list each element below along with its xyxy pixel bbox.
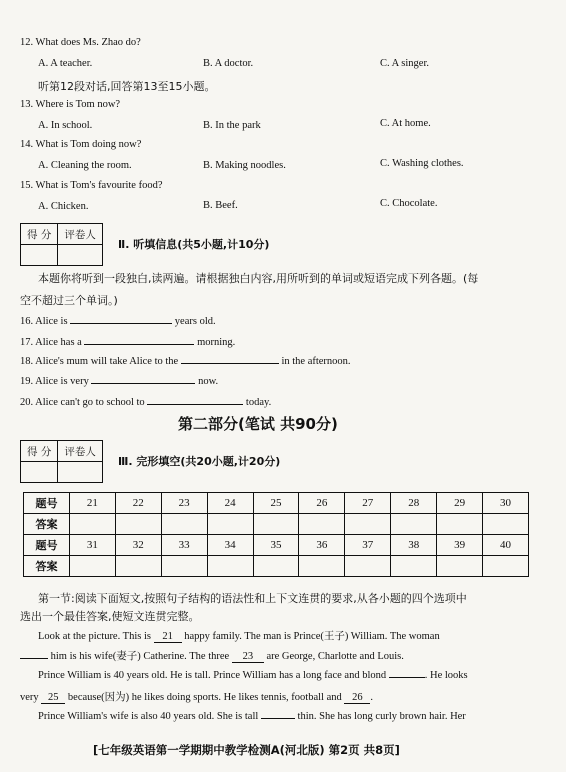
question-13: 13. Where is Tom now? (20, 99, 121, 110)
option-14-c: C. Washing clothes. (380, 158, 464, 169)
answer-cell[interactable] (345, 514, 391, 535)
answer-cell[interactable] (69, 556, 115, 577)
option-13-c: C. At home. (380, 118, 431, 129)
score-label: 得 分 (21, 441, 58, 462)
answer-cell[interactable] (483, 556, 529, 577)
number-cell: 31 (69, 535, 115, 556)
number-cell: 30 (483, 493, 529, 514)
section-3-title: Ⅲ. 完形填空(共20小题,计20分) (118, 455, 281, 468)
cloze-line-3: Prince William is 40 years old. He is tall. Prince William has a long face and blond . He looks (38, 670, 468, 681)
page-footer: [七年级英语第一学期期中教学检测A(河北版) 第2页 共8页] (93, 743, 400, 757)
grader-label: 评卷人 (58, 441, 103, 462)
blank-21[interactable]: 21 (154, 631, 182, 643)
number-cell: 40 (483, 535, 529, 556)
fill-question-18: 18. Alice's mum will take Alice to the in the afternoon. (20, 356, 351, 367)
answer-cell[interactable] (115, 556, 161, 577)
question-12: 12. What does Ms. Zhao do? (20, 37, 141, 48)
answer-row-2 (24, 556, 529, 577)
grader-cell[interactable] (58, 245, 103, 266)
answer-cell[interactable] (253, 514, 299, 535)
number-cell: 28 (391, 493, 437, 514)
number-cell: 22 (115, 493, 161, 514)
blank-19[interactable] (91, 374, 195, 384)
answer-cell[interactable] (253, 556, 299, 577)
row-label-number: 题号 (24, 535, 70, 556)
fill-question-19: 19. Alice is very now. (20, 376, 219, 387)
fill-question-20: 20. Alice can't go to school to today. (20, 397, 272, 408)
blank-20[interactable] (147, 395, 243, 405)
blank-16[interactable] (70, 314, 172, 324)
answer-cell[interactable] (161, 514, 207, 535)
answer-cell[interactable] (437, 514, 483, 535)
number-cell: 37 (345, 535, 391, 556)
question-15: 15. What is Tom's favourite food? (20, 180, 163, 191)
score-cell[interactable] (21, 245, 58, 266)
option-13-b: B. In the park (203, 120, 261, 131)
number-row-2 (24, 535, 529, 556)
number-cell: 23 (161, 493, 207, 514)
answer-cell[interactable] (299, 514, 345, 535)
option-13-a: A. In school. (38, 120, 93, 131)
option-15-a: A. Chicken. (38, 201, 89, 212)
score-label: 得 分 (21, 224, 58, 245)
blank-22[interactable] (20, 649, 48, 659)
cloze-intro-1: 第一节:阅读下面短文,按照句子结构的语法性和上下文连贯的要求,从各小题的四个选项中 (38, 592, 467, 605)
row-label-number: 题号 (24, 493, 70, 514)
fill-question-17: 17. Alice has a morning. (20, 337, 236, 348)
option-15-c: C. Chocolate. (380, 198, 438, 209)
answer-cell[interactable] (207, 556, 253, 577)
score-box-2 (20, 440, 103, 483)
option-15-b: B. Beef. (203, 200, 238, 211)
number-cell: 36 (299, 535, 345, 556)
score-box-1 (20, 223, 103, 266)
grader-cell[interactable] (58, 462, 103, 483)
answer-grid (23, 492, 529, 577)
blank-26[interactable]: 26 (344, 692, 370, 704)
cloze-intro-2: 选出一个最佳答案,使短文连贯完整。 (20, 610, 200, 623)
blank-24[interactable] (389, 668, 425, 678)
cloze-line-2: him is his wife(妻子) Catherine. The three 23 are George, Charlotte and Louis. (20, 648, 404, 663)
number-row-1 (24, 493, 529, 514)
cloze-line-1: Look at the picture. This is 21 happy family. The man is Prince(王子) William. The woman (38, 631, 440, 642)
part-2-title: 第二部分(笔试 共90分) (178, 415, 338, 433)
option-14-b: B. Making noodles. (203, 160, 286, 171)
answer-cell[interactable] (69, 514, 115, 535)
option-12-b: B. A doctor. (203, 58, 254, 69)
number-cell: 32 (115, 535, 161, 556)
blank-18[interactable] (181, 354, 279, 364)
number-cell: 39 (437, 535, 483, 556)
score-cell[interactable] (21, 462, 58, 483)
answer-cell[interactable] (483, 514, 529, 535)
number-cell: 33 (161, 535, 207, 556)
fill-instruction-1: 本题你将听到一段独白,读两遍。请根据独白内容,用所听到的单词或短语完成下列各题。(每 (38, 272, 479, 285)
row-label-answer: 答案 (24, 514, 70, 535)
number-cell: 25 (253, 493, 299, 514)
number-cell: 24 (207, 493, 253, 514)
number-cell: 26 (299, 493, 345, 514)
cloze-line-4: very 25 because(因为) he likes doing sports. He likes tennis, football and 26 . (20, 692, 373, 703)
number-cell: 35 (253, 535, 299, 556)
grader-label: 评卷人 (58, 224, 103, 245)
number-cell: 34 (207, 535, 253, 556)
section-2-title: Ⅱ. 听填信息(共5小题,计10分) (118, 238, 270, 251)
answer-cell[interactable] (391, 514, 437, 535)
answer-row-1 (24, 514, 529, 535)
blank-17[interactable] (84, 335, 194, 345)
answer-cell[interactable] (437, 556, 483, 577)
number-cell: 29 (437, 493, 483, 514)
answer-cell[interactable] (345, 556, 391, 577)
dialog-direction: 听第12段对话,回答第13至15小题。 (38, 80, 216, 93)
number-cell: 21 (69, 493, 115, 514)
row-label-answer: 答案 (24, 556, 70, 577)
number-cell: 38 (391, 535, 437, 556)
question-14: 14. What is Tom doing now? (20, 139, 142, 150)
blank-23[interactable]: 23 (232, 651, 264, 663)
answer-cell[interactable] (391, 556, 437, 577)
fill-question-16: 16. Alice is years old. (20, 316, 216, 327)
answer-cell[interactable] (207, 514, 253, 535)
answer-cell[interactable] (299, 556, 345, 577)
option-12-a: A. A teacher. (38, 58, 93, 69)
cloze-line-5: Prince William's wife is also 40 years old. She is tall thin. She has long curly brown hair. Her (38, 711, 466, 722)
option-14-a: A. Cleaning the room. (38, 160, 132, 171)
blank-27[interactable] (261, 709, 295, 719)
answer-cell[interactable] (161, 556, 207, 577)
answer-cell[interactable] (115, 514, 161, 535)
number-cell: 27 (345, 493, 391, 514)
blank-25[interactable]: 25 (41, 692, 65, 704)
option-12-c: C. A singer. (380, 58, 430, 69)
fill-instruction-2: 空不超过三个单词。) (20, 294, 118, 307)
